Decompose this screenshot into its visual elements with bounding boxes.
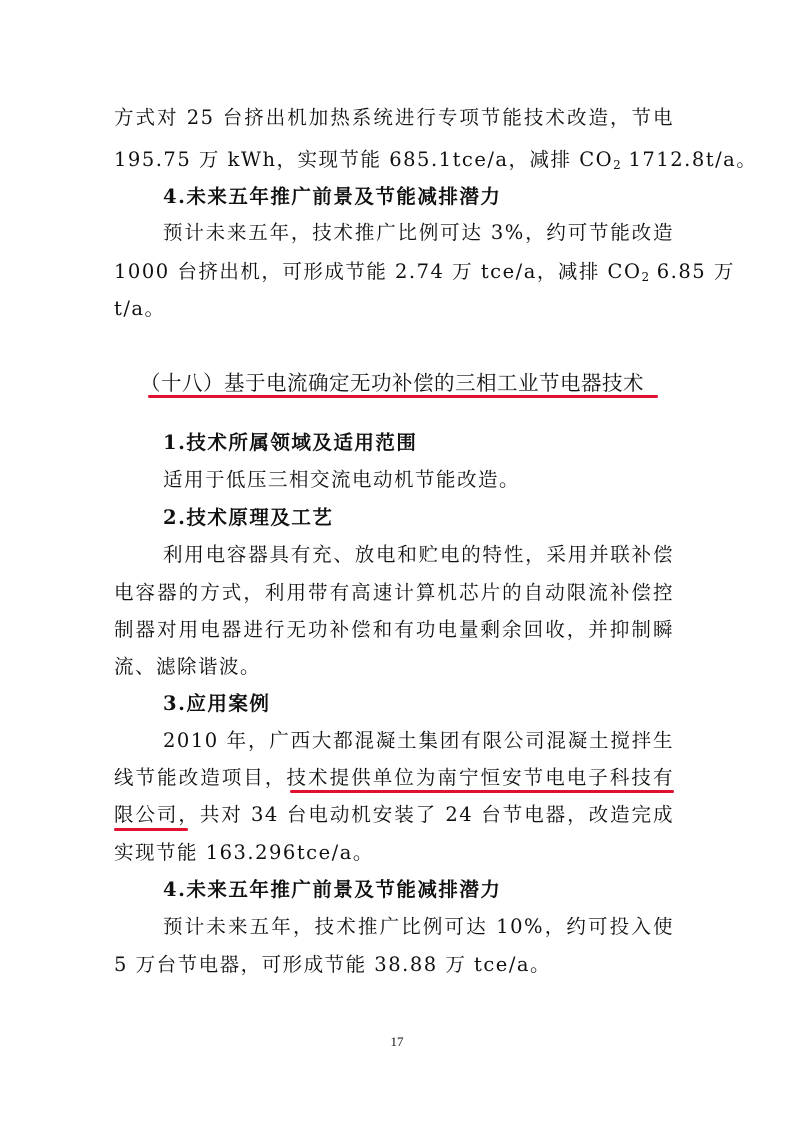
red-annotation-underline <box>148 395 658 398</box>
section-heading: 4.未来五年推广前景及节能减排潜力 <box>163 185 502 208</box>
page-number: 17 <box>390 1034 404 1049</box>
body-text-line: t/a。 <box>114 297 166 320</box>
body-text-line: 1000 台挤出机，可形成节能 2.74 万 tce/a，减排 $CO_2$ 6.85 万 <box>114 260 735 284</box>
red-annotation-underline <box>114 828 188 831</box>
body-text-line: 5 万台节电器，可形成节能 38.88 万 tce/a。 <box>114 953 552 976</box>
body-text-line: 制器对用电器进行无功补偿和有功电量剩余回收，并抑制瞬 <box>114 618 674 641</box>
section-title: （十八）基于电流确定无功补偿的三相工业节电器技术 <box>140 371 644 395</box>
red-annotation-underline <box>290 790 674 793</box>
body-text-line: 方式对 25 台挤出机加热系统进行专项节能技术改造，节电 <box>114 106 674 129</box>
body-text-line: 流、滤除谐波。 <box>114 655 262 678</box>
section-heading: 4.未来五年推广前景及节能减排潜力 <box>163 878 502 901</box>
body-text-line: 2010 年，广西大都混凝土集团有限公司混凝土搅拌生 <box>163 729 674 752</box>
section-heading: 3.应用案例 <box>163 692 271 715</box>
body-text-line: 实现节能 163.296tce/a。 <box>114 841 374 864</box>
body-text-line: 预计未来五年，技术推广比例可达 10%，约可投入使 <box>163 915 674 938</box>
section-heading: 1.技术所属领域及适用范围 <box>163 431 418 454</box>
body-text-line: 195.75 万 kWh，实现节能 685.1tce/a，减排 $CO_2$ 1712.8t/a。 <box>114 148 758 172</box>
body-text-line: 限公司，共对 34 台电动机安装了 24 台节电器，改造完成 <box>114 803 674 826</box>
body-text-line: 电容器的方式，利用带有高速计算机芯片的自动限流补偿控 <box>114 581 674 604</box>
body-text-line: 线节能改造项目，技术提供单位为南宁恒安节电电子科技有 <box>114 766 674 789</box>
body-text-line: 适用于低压三相交流电动机节能改造。 <box>163 468 521 491</box>
section-heading: 2.技术原理及工艺 <box>163 506 334 529</box>
body-text-line: 利用电容器具有充、放电和贮电的特性，采用并联补偿 <box>163 543 674 566</box>
body-text-line: 预计未来五年，技术推广比例可达 3%，约可节能改造 <box>163 221 674 244</box>
